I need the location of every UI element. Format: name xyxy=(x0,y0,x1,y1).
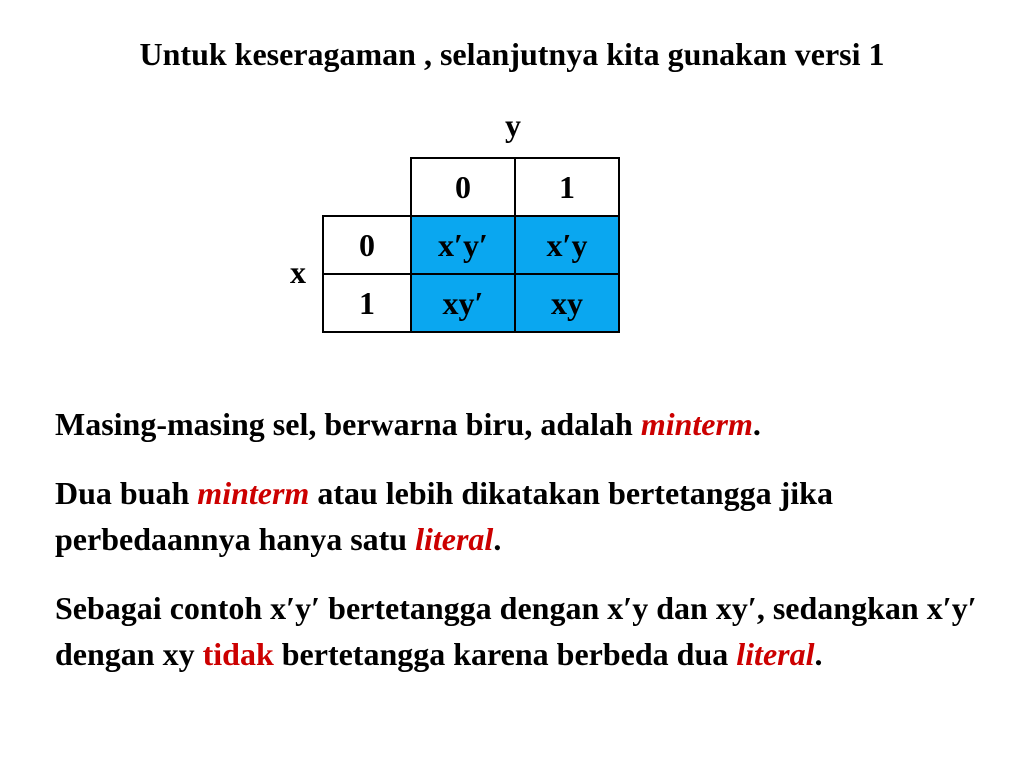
p3-text-1: Sebagai contoh x′y′ bertetangga dengan x′y dan xy′, sedangkan x′y′ dengan xy xyxy=(55,590,977,672)
kmap-row-header-0: 0 xyxy=(322,215,412,275)
kmap-cell-x0-y0: x′y′ xyxy=(410,215,516,275)
paragraph-adjacency-definition xyxy=(55,470,985,562)
p2-emphasis-literal: literal xyxy=(415,521,494,557)
kmap-x-label: x xyxy=(290,254,306,290)
p1-text-1: Masing-masing sel, berwarna biru, adalah xyxy=(55,406,641,442)
p2-emphasis-minterm: minterm xyxy=(197,475,310,511)
kmap-y-label: y xyxy=(505,107,521,143)
kmap-cell-x1-y1: xy xyxy=(516,273,620,333)
p3-emphasis-tidak: tidak xyxy=(202,636,274,672)
p1-text-2: . xyxy=(752,406,761,442)
kmap-cell-x0-y1: x′y xyxy=(516,215,620,275)
slide-title: Untuk keseragaman , selanjutnya kita gunakan versi 1 xyxy=(139,36,885,72)
p2-text-1: Dua buah xyxy=(55,475,198,511)
kmap-row-header-1: 1 xyxy=(322,273,412,333)
p2-text-2: atau lebih dikatakan bertetangga jika perbedaannya hanya satu xyxy=(55,475,833,557)
paragraph-example xyxy=(55,585,985,677)
p1-emphasis-minterm: minterm xyxy=(640,406,753,442)
p2-text-3: . xyxy=(493,521,502,557)
p3-text-2: bertetangga karena berbeda dua xyxy=(273,636,737,672)
paragraph-minterm-definition xyxy=(55,401,985,447)
p3-emphasis-literal: literal xyxy=(736,636,815,672)
kmap-cell-x1-y0: xy′ xyxy=(410,273,516,333)
p3-text-3: . xyxy=(814,636,823,672)
kmap-col-header-0: 0 xyxy=(410,157,516,217)
kmap-col-header-1: 1 xyxy=(516,157,620,217)
